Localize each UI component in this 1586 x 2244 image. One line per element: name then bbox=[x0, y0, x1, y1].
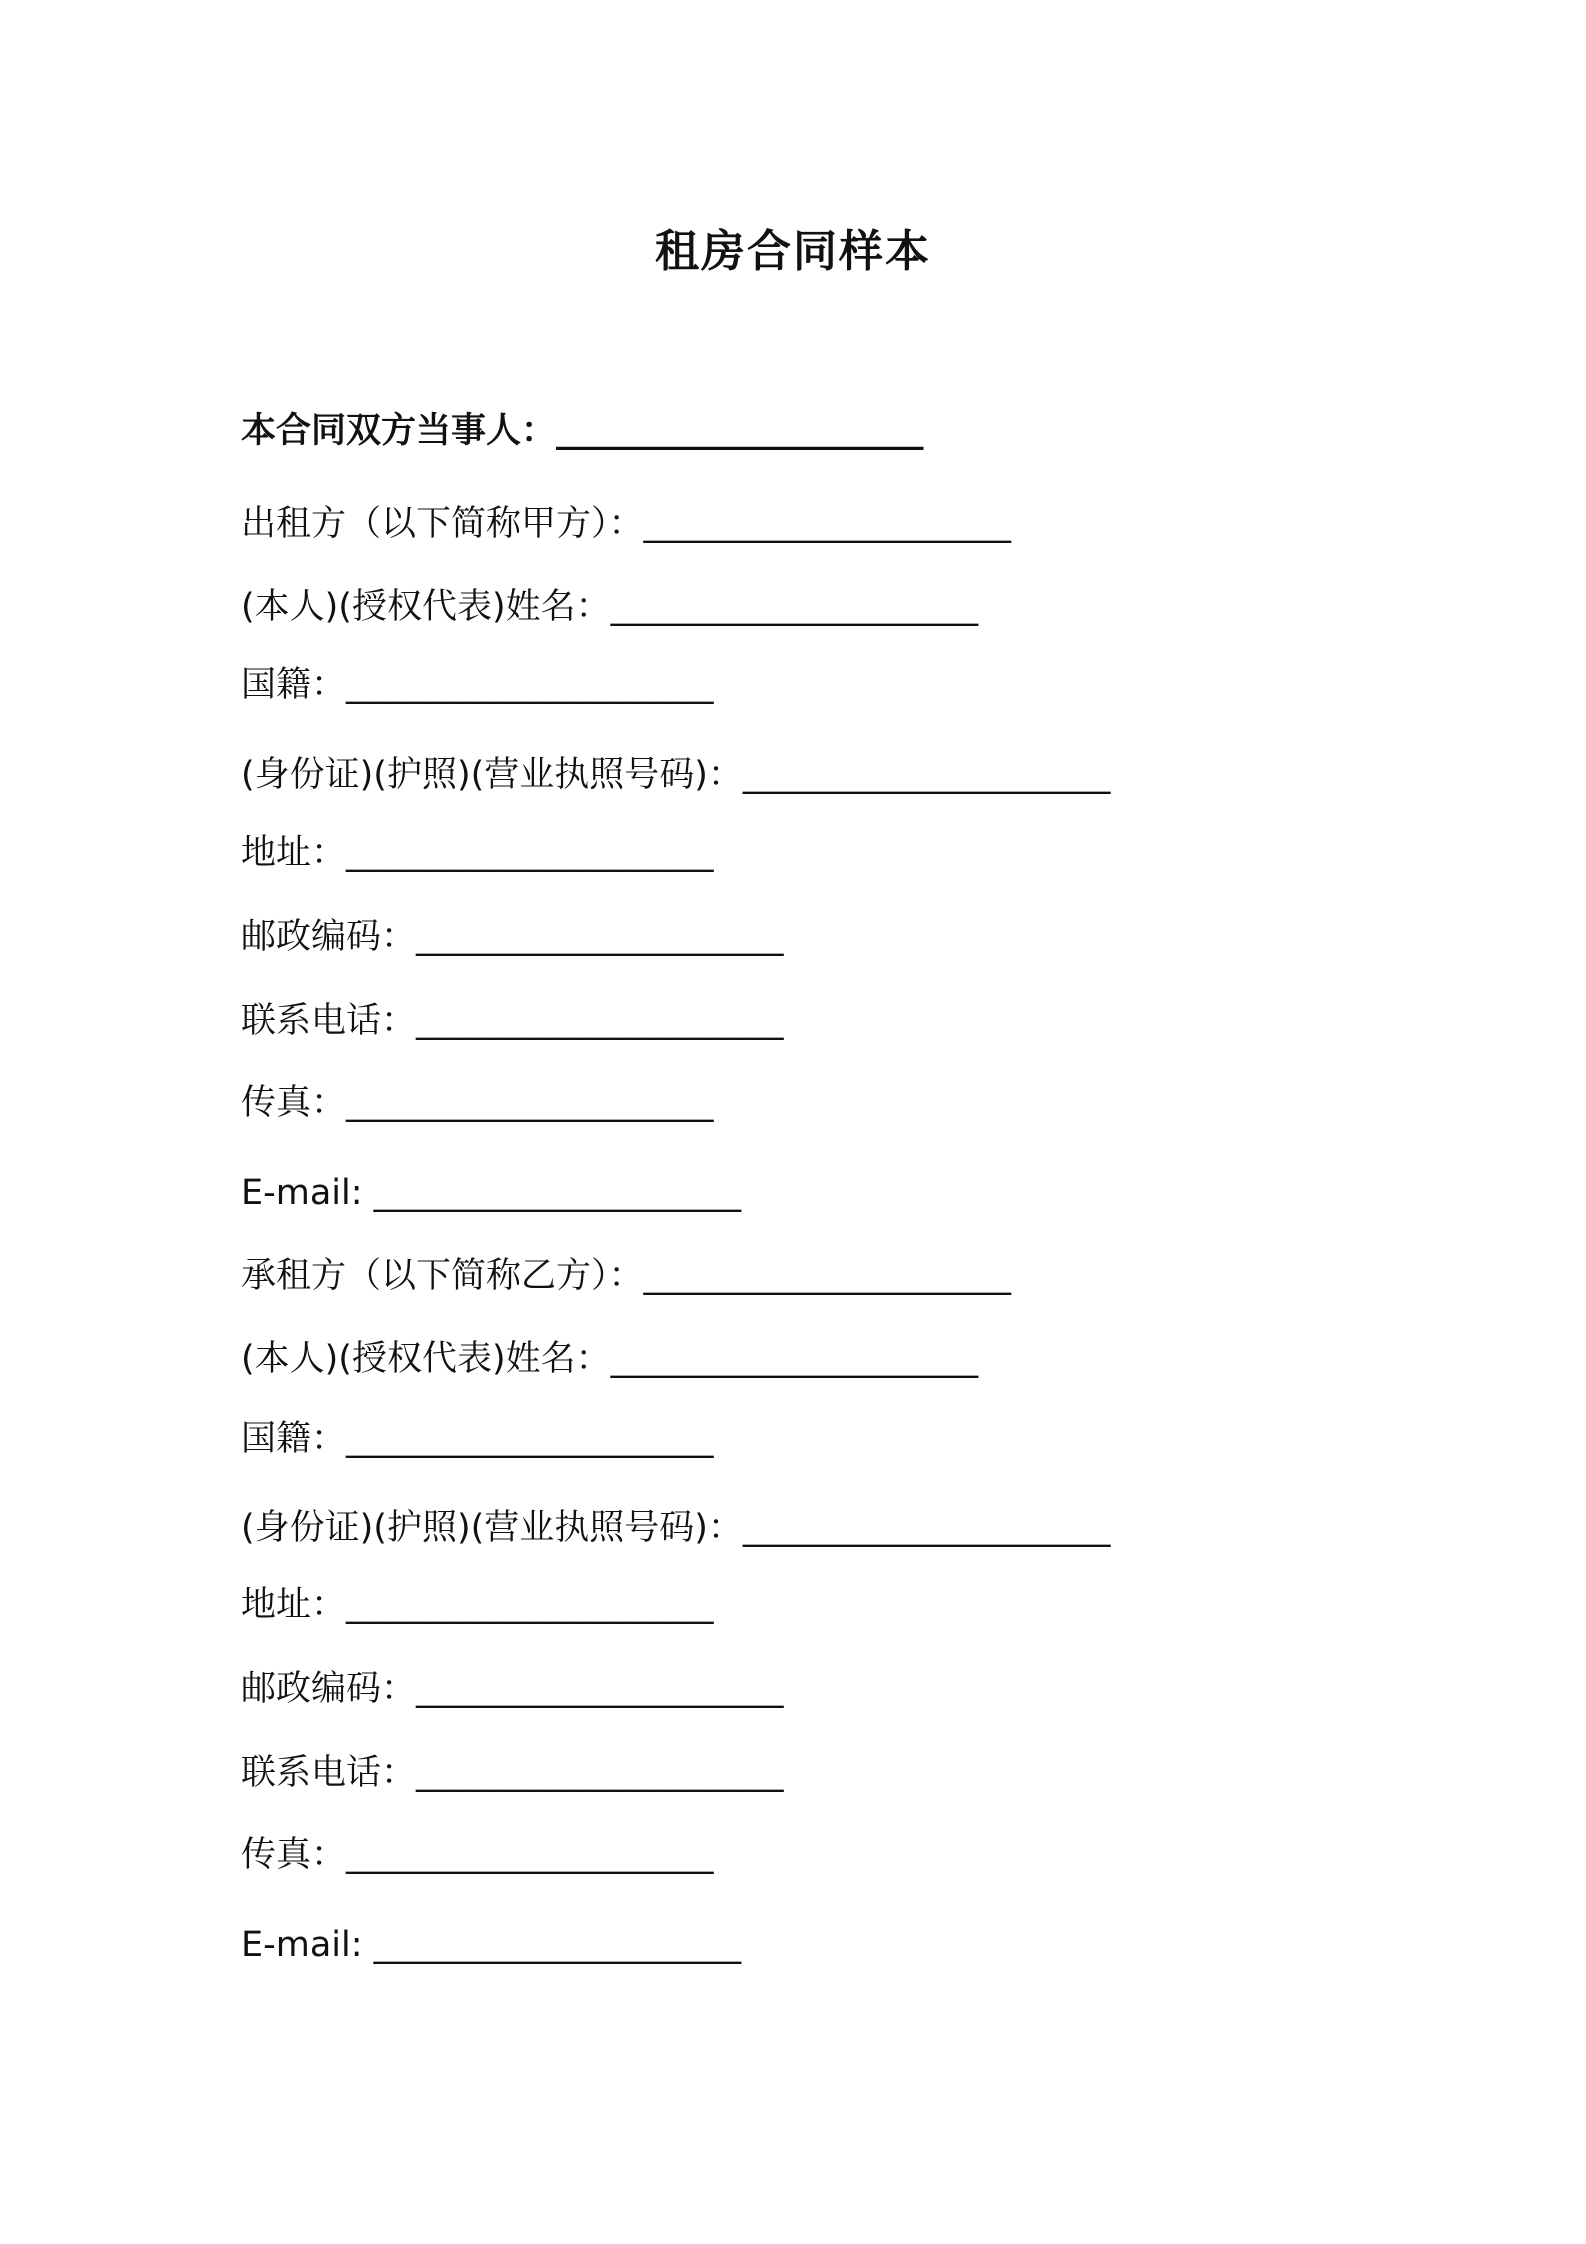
lessee-address-line bbox=[241, 1584, 714, 1626]
lessor-fax-text: 传真：_____________________ bbox=[241, 1083, 714, 1123]
lessee-fax-line bbox=[241, 1834, 714, 1876]
lessee-phone-line bbox=[241, 1752, 784, 1794]
lessor-phone-line bbox=[241, 1000, 784, 1042]
lessor-address-text: 地址：_____________________ bbox=[241, 833, 714, 873]
lessor-email-text: E-mail: _____________________ bbox=[241, 1173, 742, 1213]
lessor-postcode-line bbox=[241, 916, 784, 958]
lessee-name-text: (本人)(授权代表)姓名：_____________________ bbox=[241, 1339, 979, 1379]
lessor-line bbox=[241, 503, 1011, 545]
lessor-id-text: (身份证)(护照)(营业执照号码)：_____________________ bbox=[241, 755, 1111, 795]
lessor-id-line bbox=[241, 754, 1110, 796]
lessor-text: 出租方（以下简称甲方）：_____________________ bbox=[241, 504, 1012, 544]
lessee-postcode-line bbox=[241, 1668, 784, 1710]
parties-line bbox=[241, 410, 924, 452]
parties-text: 本合同双方当事人：_____________________ bbox=[241, 411, 924, 451]
lessee-line bbox=[241, 1255, 1011, 1297]
lessee-id-text: (身份证)(护照)(营业执照号码)：_____________________ bbox=[241, 1508, 1111, 1548]
lessee-email-line bbox=[241, 1924, 741, 1966]
lessor-postcode-text: 邮政编码：_____________________ bbox=[241, 917, 784, 957]
lessee-nationality-text: 国籍：_____________________ bbox=[241, 1419, 714, 1459]
lessee-nationality-line bbox=[241, 1418, 714, 1460]
lessor-name-line bbox=[241, 586, 978, 628]
lessor-address-line bbox=[241, 832, 714, 874]
lessor-nationality-text: 国籍：_____________________ bbox=[241, 665, 714, 705]
lessee-text: 承租方（以下简称乙方）：_____________________ bbox=[241, 1256, 1012, 1296]
document-title: 租房合同样本 bbox=[655, 226, 931, 277]
lessor-nationality-line bbox=[241, 664, 714, 706]
lessor-email-line bbox=[241, 1172, 741, 1214]
lessee-name-line bbox=[241, 1338, 978, 1380]
lessor-name-text: (本人)(授权代表)姓名：_____________________ bbox=[241, 587, 979, 627]
lessee-id-line bbox=[241, 1507, 1110, 1549]
lessee-email-text: E-mail: _____________________ bbox=[241, 1925, 742, 1965]
lessee-postcode-text: 邮政编码：_____________________ bbox=[241, 1669, 784, 1709]
lessor-phone-text: 联系电话：_____________________ bbox=[241, 1001, 784, 1041]
lessee-address-text: 地址：_____________________ bbox=[241, 1585, 714, 1625]
lessor-fax-line bbox=[241, 1082, 714, 1124]
lessee-fax-text: 传真：_____________________ bbox=[241, 1835, 714, 1875]
lessee-phone-text: 联系电话：_____________________ bbox=[241, 1753, 784, 1793]
